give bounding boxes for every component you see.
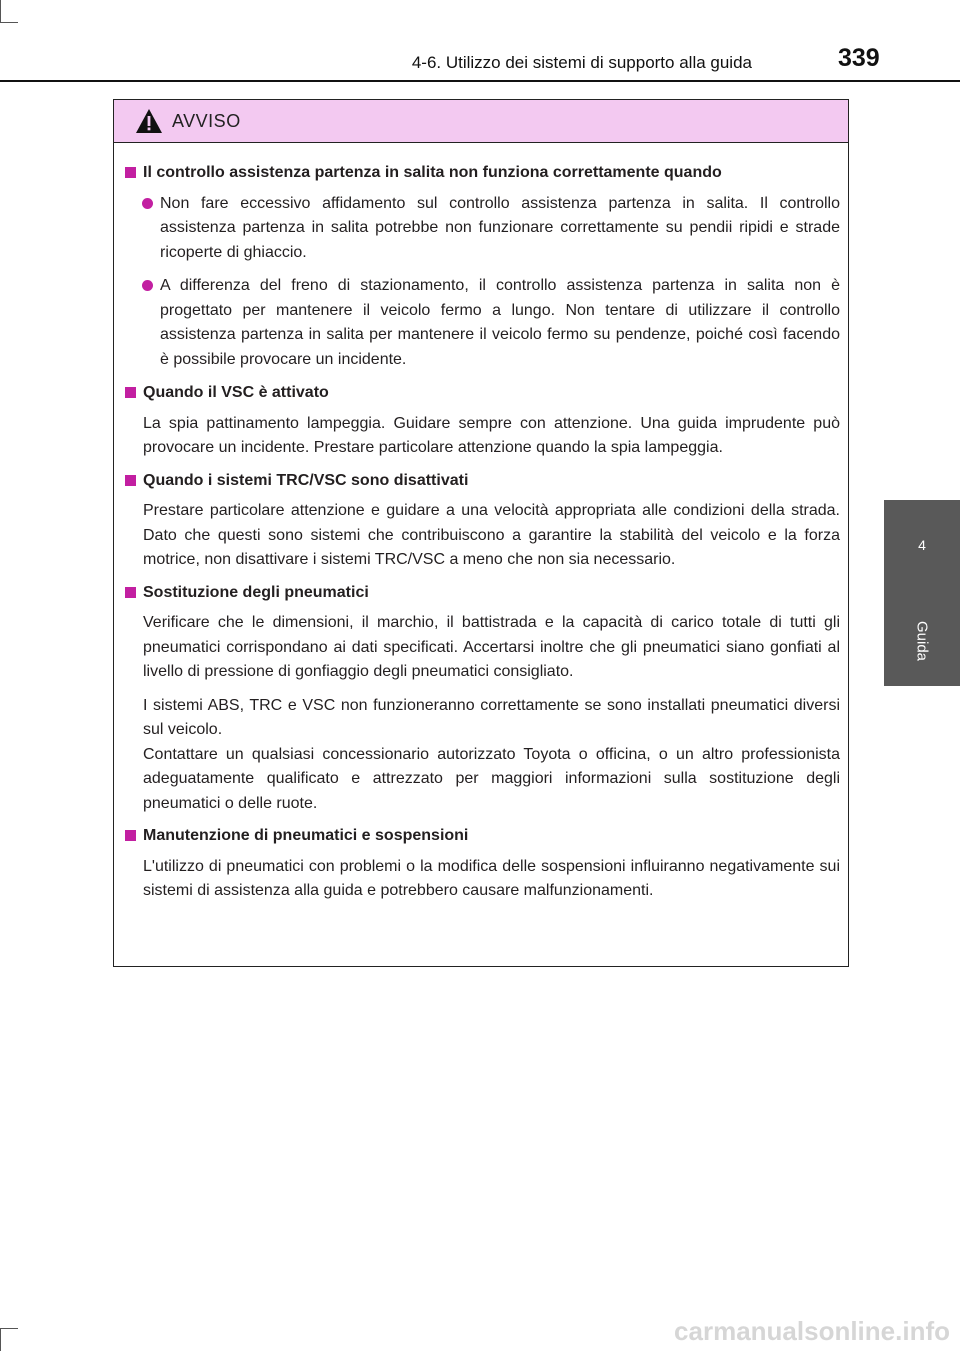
chapter-tab[interactable] [884,500,960,596]
chapter-label: Guida [913,620,931,662]
section-heading [125,824,840,849]
section-heading-text: Quando il VSC è attivato [143,384,329,401]
section-heading [125,161,840,186]
square-bullet-icon [125,475,136,486]
section-heading [125,469,840,494]
paragraph: Prestare particolare attenzione e guidare a una velocità appropriata alle condizioni della strada. Dato che questi sono sistemi che contribuiscono a garantire la stabilità del veicolo e la forza motrice, non disattivare i sistemi TRC/VSC a meno che non sia necessario. [143,502,840,568]
bullet-text: A differenza del freno di stazionamento, il controllo assistenza partenza in salita non è progettato per mantenere il veicolo fermo a lungo. Non tentare di utilizzare il controllo assistenza partenza in salita per mantenere il veicolo fermo su pendenze, poiché così facendo è possibile provocare un incidente. [160,277,840,368]
square-bullet-icon [125,387,136,398]
bullet-text: Non fare eccessivo affidamento sul controllo assistenza partenza in salita. Il controllo assistenza partenza in salita potrebbe non funzionare correttamente su pendii ripidi e strade ricoperte di ghiaccio. [160,194,840,261]
square-bullet-icon [125,587,136,598]
bullet-item [142,274,840,372]
section-tire-replacement [125,581,840,817]
crop-mark [0,0,1,22]
circle-bullet-icon [142,280,153,291]
section-heading-text: Quando i sistemi TRC/VSC sono disattivati [143,471,469,489]
paragraph: L'utilizzo di pneumatici con problemi o la modifica delle sospensioni influiranno negativamente sui sistemi di assistenza alla guida e potrebbero causare malfunzionamenti. [143,857,840,899]
header-rule [0,80,960,82]
crop-mark [0,1328,18,1329]
paragraph: La spia pattinamento lampeggia. Guidare sempre con attenzione. Una guida imprudente può provocare un incidente. Prestare particolare attenzione quando la spia lampeggia. [143,414,840,456]
chapter-label-tab [884,596,960,686]
watermark: carmanualsonline.info [674,1316,950,1346]
page-number: 339 [838,44,880,72]
section-heading [125,381,840,406]
section-trc-vsc-off [125,469,840,573]
section-hill-start [125,161,840,372]
warning-box [113,99,849,967]
paragraph: I sistemi ABS, TRC e VSC non funzioneranno correttamente se sono installati pneumatici diversi sul veicolo. [143,696,840,738]
section-heading-text: Il controllo assistenza partenza in salita non funziona correttamente quando [143,164,722,181]
square-bullet-icon [125,167,136,178]
chapter-number: 4 [918,537,926,553]
running-title: 4-6. Utilizzo dei sistemi di supporto alla guida [411,53,752,72]
warning-title: AVVISO [172,111,241,131]
square-bullet-icon [125,830,136,841]
bullet-item [142,192,840,266]
warning-triangle-icon [135,108,163,134]
crop-mark [0,22,18,23]
section-heading-text: Sostituzione degli pneumatici [143,583,369,601]
section-heading-text: Manutenzione di pneumatici e sospensioni [143,827,469,844]
section-vsc-active [125,381,840,461]
warning-body [114,143,848,904]
crop-mark [0,1328,1,1351]
section-heading [125,581,840,606]
paragraph: Verificare che le dimensioni, il marchio, il battistrada e la capacità di carico totale di tutti gli pneumatici corrispondano ai dati specificati. Accertarsi inoltre che gli pneumatici siano gonfiati al livello di pressione di gonfiaggio degli pneumatici consigliato. [143,614,840,680]
warning-header [114,100,848,143]
paragraph: Contattare un qualsiasi concessionario autorizzato Toyota o officina, o un altro professionista adeguatamente qualificato e attrezzato per maggiori informazioni sulla sostituzione degli pneumatici o delle ruote. [143,745,840,812]
circle-bullet-icon [142,198,153,209]
section-tire-suspension-maintenance [125,824,840,904]
